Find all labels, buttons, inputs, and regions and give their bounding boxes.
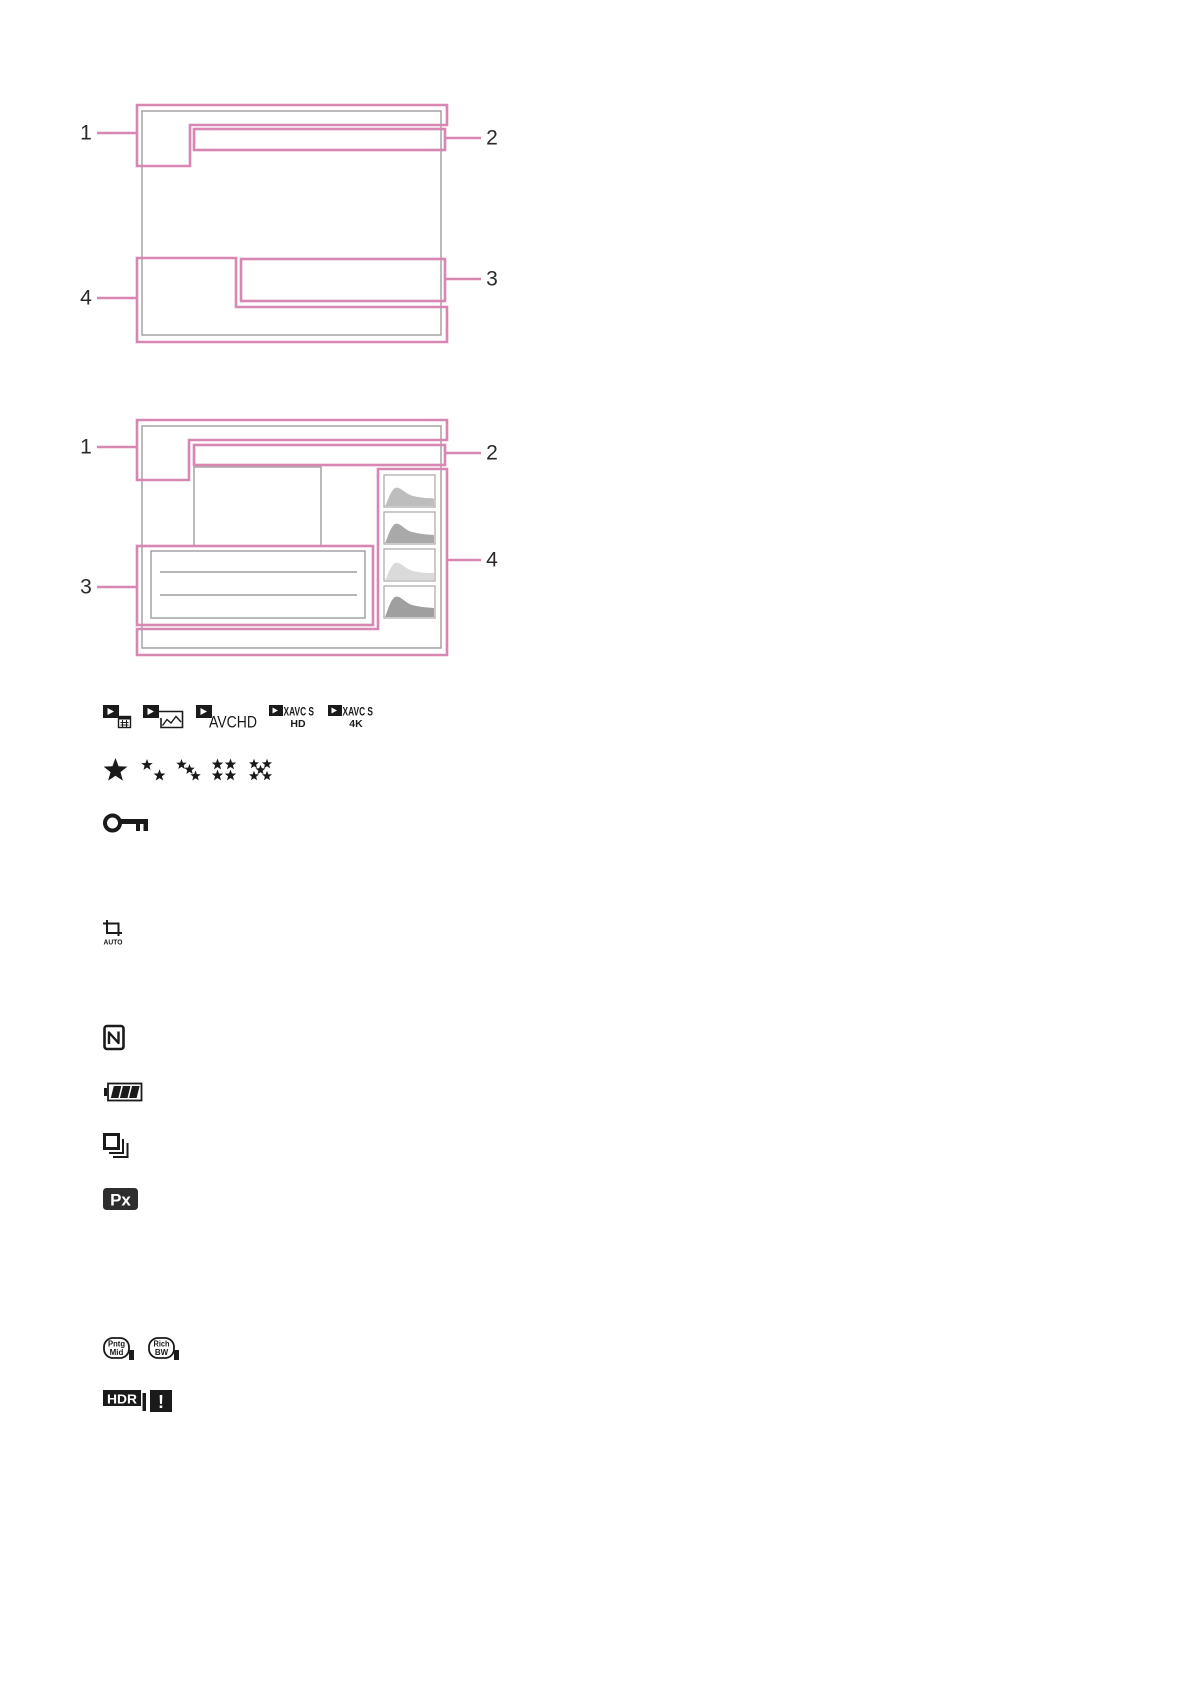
histogram-luminance	[384, 475, 435, 507]
histogram-red	[384, 512, 435, 544]
crop-mark	[107, 920, 122, 933]
rating-star	[249, 759, 259, 769]
effect-label-top: Pntg	[108, 1339, 126, 1349]
px-label: Px	[110, 1190, 131, 1210]
auto-hdr-icon	[103, 1390, 146, 1411]
display-diagram-bottom	[80, 420, 498, 655]
callout-area-3	[241, 259, 445, 301]
callout-number-3: 3	[80, 575, 92, 599]
view-mode-avchd-icon	[196, 705, 257, 732]
battery-level-icon	[104, 1084, 142, 1101]
rating-star	[225, 770, 236, 781]
battery-bars	[111, 1086, 140, 1098]
callout-number-3: 3	[486, 267, 498, 291]
view-mode-xavc-s-4k-icon	[328, 705, 373, 731]
rating-star	[255, 765, 265, 775]
effect-label-top: Rich	[153, 1339, 170, 1349]
crop-auto-label: AUTO	[103, 937, 123, 947]
rating-star	[262, 759, 272, 769]
rating-icons	[104, 758, 272, 781]
callout-number-4: 4	[486, 548, 498, 572]
picture-effect-icons	[104, 1338, 179, 1360]
histogram-panel	[384, 475, 435, 618]
battery-bar	[120, 1086, 131, 1098]
display-diagram-top	[80, 105, 498, 342]
callout-number-1: 1	[80, 121, 92, 145]
rating-star	[212, 770, 223, 781]
battery-bar	[129, 1086, 140, 1098]
callout-number-1: 1	[80, 435, 92, 459]
auto-crop-icon	[103, 920, 123, 947]
group-display-icon	[105, 1135, 128, 1158]
rating-star	[141, 759, 152, 770]
callout-area-1	[137, 105, 447, 166]
rating-icon-1	[104, 758, 128, 781]
rating-star	[104, 758, 128, 781]
rating-icon-5	[249, 759, 272, 781]
view-mode-date-view-icon	[103, 705, 131, 728]
image-preview-frame	[194, 467, 321, 546]
view-mode-icons	[103, 705, 373, 732]
warning-mark: !	[158, 1392, 164, 1412]
rating-icon-3	[176, 759, 200, 780]
effect-level-mark	[174, 1350, 179, 1360]
hdr-step-bar	[143, 1393, 147, 1411]
hdr-label: HDR	[107, 1391, 138, 1407]
front-frame	[105, 1135, 119, 1149]
format-sub-label: 4K	[349, 718, 363, 730]
rating-star	[225, 759, 236, 770]
protect-key-icon	[105, 816, 148, 832]
picture-effect-rich-mono-icon	[149, 1338, 179, 1360]
format-sub-label: HD	[290, 718, 306, 730]
battery-bar	[111, 1086, 122, 1098]
battery-terminal	[104, 1088, 107, 1096]
effect-label-bottom: BW	[154, 1348, 169, 1357]
rating-icon-2	[141, 759, 165, 781]
calendar-header	[119, 717, 131, 720]
histogram-blue	[384, 586, 435, 618]
rating-star	[176, 759, 186, 769]
rating-star	[262, 771, 272, 781]
auto-hdr-warning-icon	[150, 1390, 172, 1412]
picture-effect-painting-icon	[104, 1338, 134, 1360]
nfc-n-mark-icon	[105, 1026, 124, 1049]
key-ring	[105, 816, 120, 831]
rating-star	[154, 769, 166, 780]
format-label: XAVC S	[342, 704, 373, 719]
view-mode-still-image-icon	[143, 705, 183, 728]
effect-level-mark	[129, 1350, 134, 1360]
crop-mark	[103, 924, 119, 937]
rating-icon-4	[212, 759, 236, 781]
rating-star	[212, 759, 223, 770]
key-tooth	[144, 823, 149, 831]
callout-area-2	[194, 129, 445, 150]
callout-area-2	[194, 445, 445, 465]
callout-number-2: 2	[486, 126, 498, 150]
callout-number-4: 4	[80, 286, 92, 310]
format-label: XAVC S	[283, 704, 314, 719]
callout-number-2: 2	[486, 441, 498, 465]
px-icon	[103, 1188, 138, 1210]
nfc-n-shape	[109, 1032, 119, 1045]
stack-line	[109, 1139, 123, 1153]
effect-label-bottom: Mid	[109, 1348, 124, 1357]
callout-area-3	[137, 546, 373, 625]
callout-area-1	[137, 420, 447, 480]
key-tooth	[136, 823, 140, 831]
view-mode-xavc-s-hd-icon	[269, 705, 314, 731]
histogram-green	[384, 549, 435, 581]
format-label: AVCHD	[209, 712, 257, 732]
rating-star	[184, 764, 194, 774]
shooting-info-box	[151, 551, 365, 618]
mountain-line	[163, 717, 182, 726]
rating-star	[249, 771, 259, 781]
hdr-icons	[103, 1390, 172, 1412]
